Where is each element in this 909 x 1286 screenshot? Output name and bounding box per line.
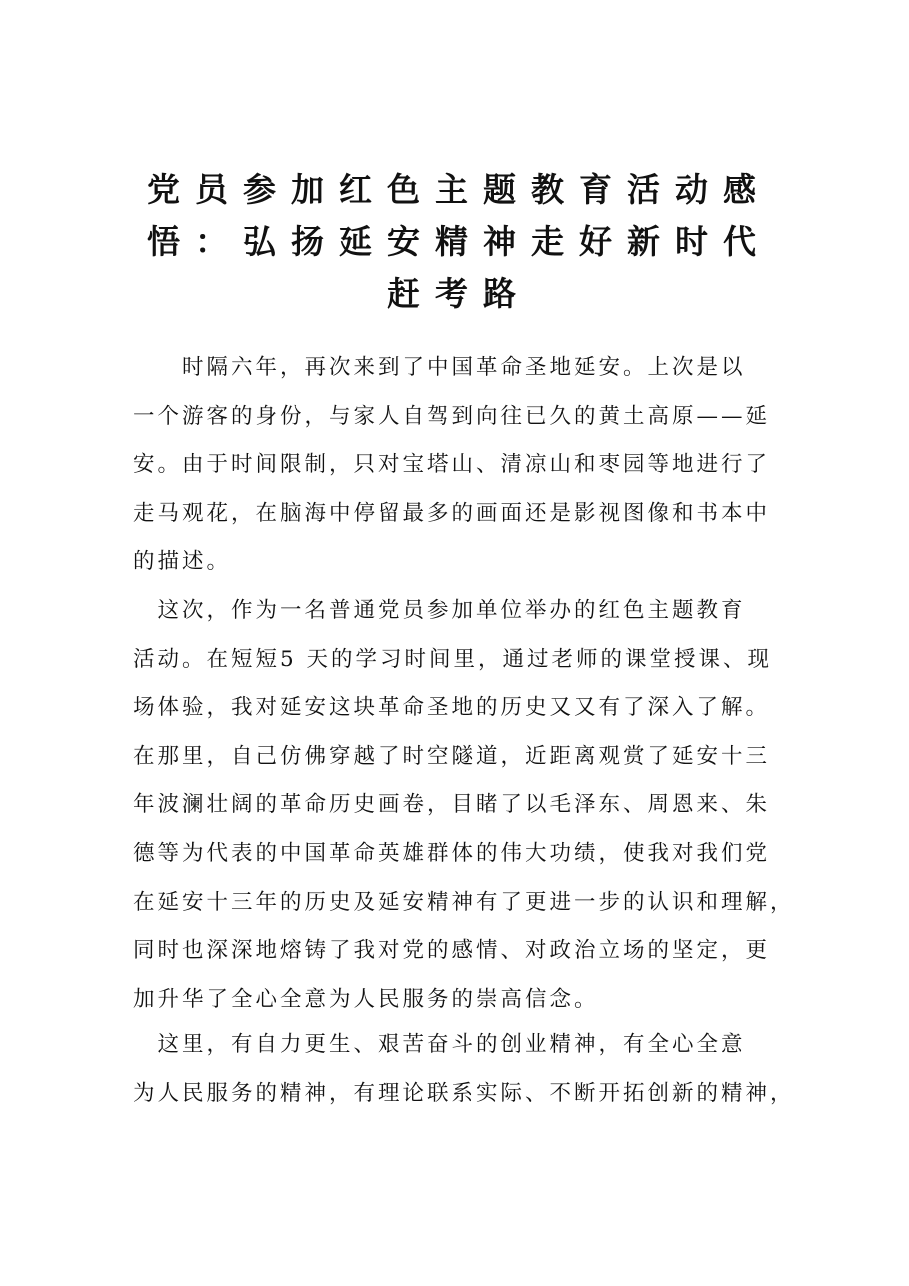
title-line: 赶考路: [387, 274, 531, 313]
paragraph-3: [133, 1021, 793, 1118]
text-line: 活动。在短短5 天的学习时间里，通过老师的课堂授课、现: [133, 646, 773, 672]
text-line: 在那里，自己仿佛穿越了时空隧道，近距离观赏了延安十三: [133, 743, 771, 769]
text-line: 同时也深深地熔铸了我对党的感情、对政治立场的坚定，更: [133, 938, 771, 964]
text-line: 为人民服务的精神，有理论联系实际、不断开拓创新的精神，: [133, 1080, 795, 1106]
text-line: 时隔六年，再次来到了中国革命圣地延安。上次是以: [133, 355, 746, 380]
title-line: 党员参加红色主题教育活动感: [147, 170, 771, 209]
text-line: 一个游客的身份，与家人自驾到向往已久的黄土高原——延: [133, 403, 771, 429]
text-line: 年波澜壮阔的革命历史画卷，目睹了以毛泽东、周恩来、朱: [133, 792, 771, 818]
text-line: 在延安十三年的历史及延安精神有了更进一步的认识和理解，: [133, 889, 795, 915]
text-line: 德等为代表的中国革命英雄群体的伟大功绩，使我对我们党: [133, 840, 771, 866]
text-line: 的描述。: [133, 549, 232, 575]
text-line: 这里，有自力更生、艰苦奋斗的创业精神，有全心全意: [133, 1032, 746, 1057]
document-title: [133, 164, 785, 320]
paragraph-1: [133, 344, 793, 587]
text-line: 场体验，我对延安这块革命圣地的历史又又有了深入了解。: [133, 695, 771, 721]
text-line: 安。由于时间限制，只对宝塔山、清凉山和枣园等地进行了: [133, 452, 771, 478]
text-line: 走马观花，在脑海中停留最多的画面还是影视图像和书本中: [133, 500, 771, 526]
title-line: 悟：弘扬延安精神走好新时代: [147, 222, 771, 261]
paragraph-2: [133, 587, 793, 1024]
text-line: 加升华了全心全意为人民服务的崇高信念。: [133, 986, 599, 1012]
text-line: 这次，作为一名普通党员参加单位举办的红色主题教育: [133, 598, 746, 623]
